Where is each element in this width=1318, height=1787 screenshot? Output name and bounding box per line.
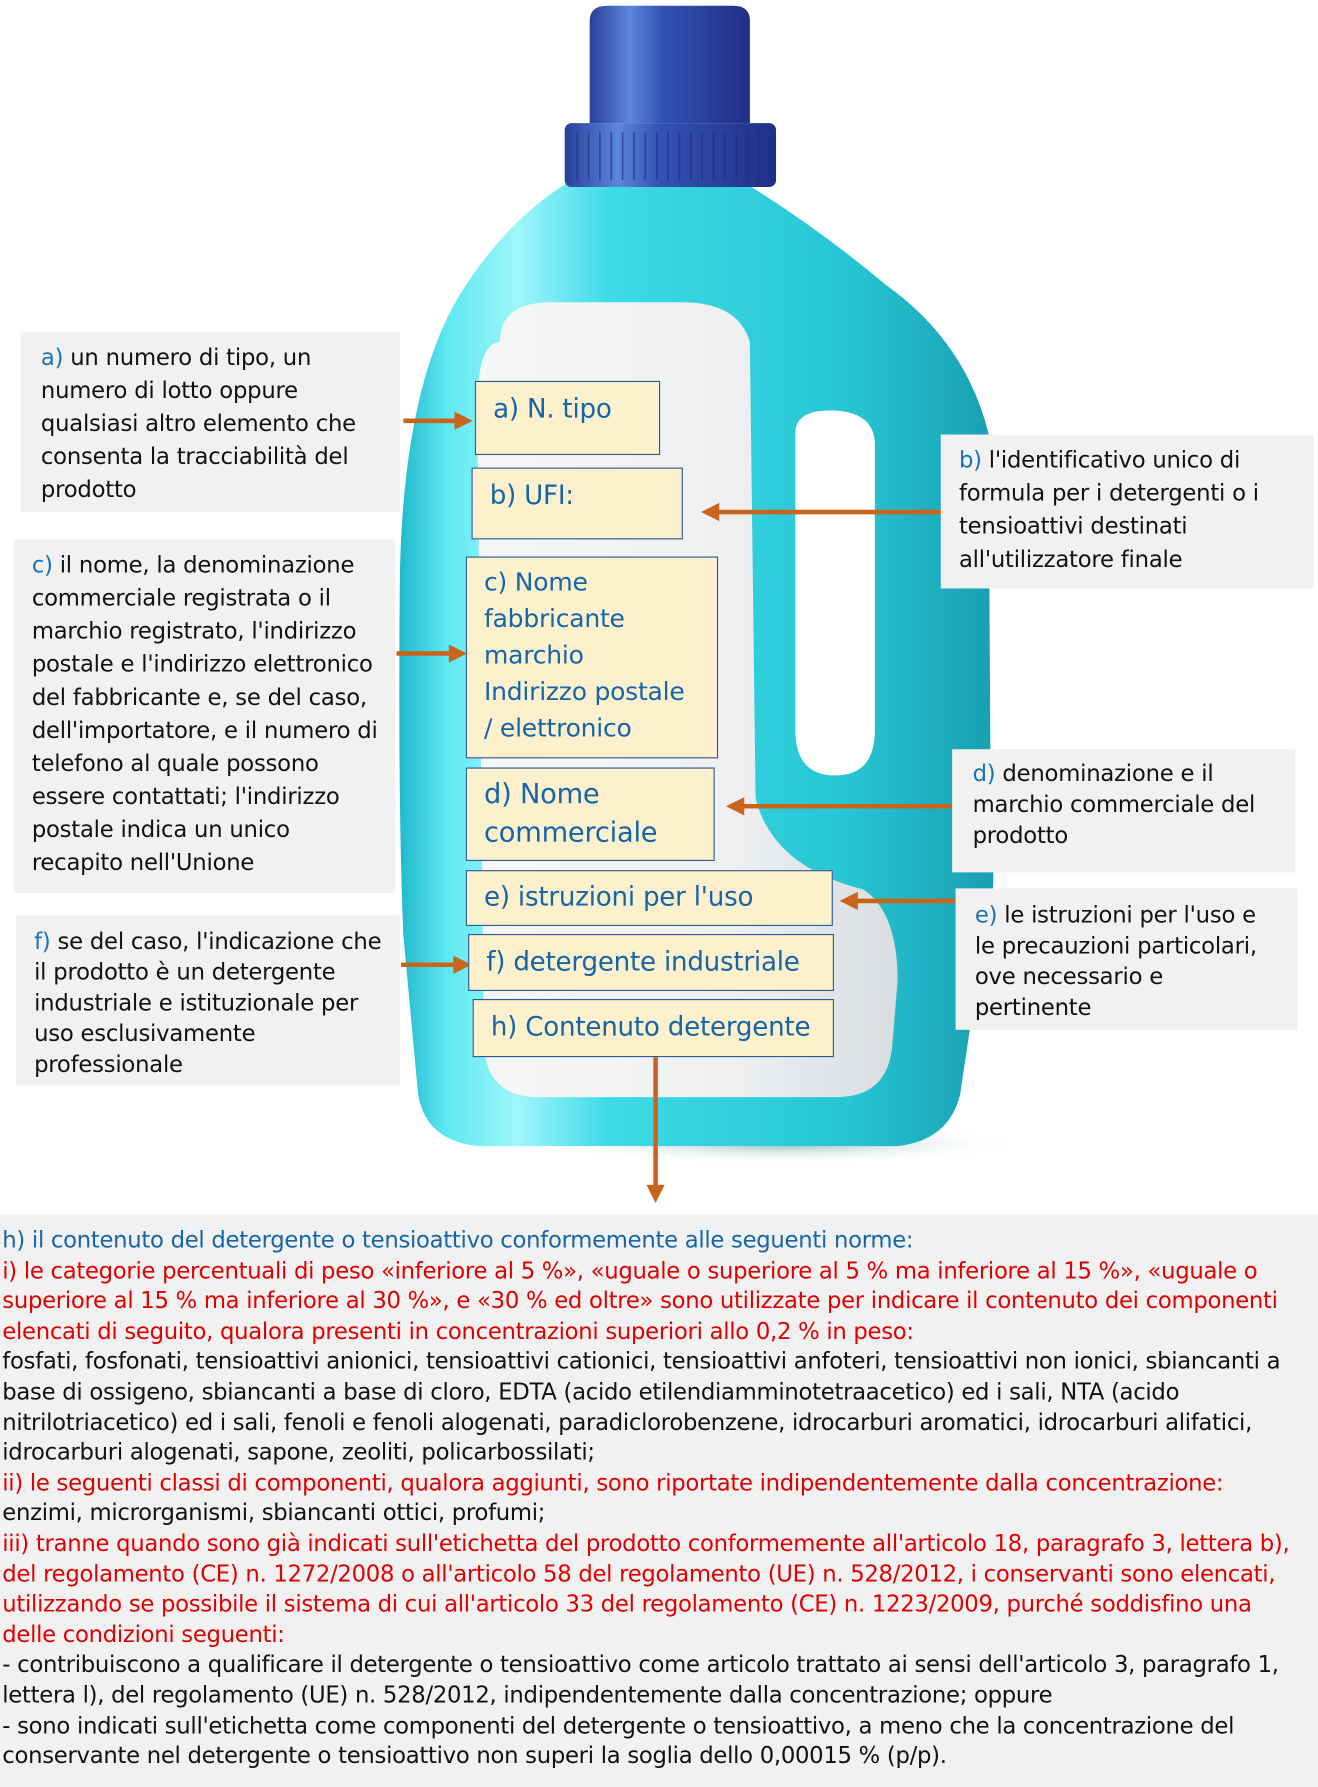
rule-iii-condition: - contribuiscono a qualificare il detergente o tensioattivo come articolo trattato ai sensi dell'articolo 3, paragrafo 1,	[2, 1650, 1279, 1678]
rule-iii-line: utilizzando se possibile il sistema di cui all'articolo 33 del regolamento (CE) n. 1223/2009, purché soddisfino una	[2, 1589, 1252, 1618]
bottle-label-f-industrial: f) detergente industriale	[468, 934, 834, 991]
note-f-industrial: f) se del caso, l'indicazione che il prodotto è un detergente industriale e istituzionale per uso esclusivamente professionale	[16, 915, 400, 1086]
rule-iii-line: del regolamento (CE) n. 1272/2008 o all'articolo 58 del regolamento (UE) n. 528/2012, i conservanti sono elencati,	[2, 1559, 1276, 1587]
rule-iii-condition: lettera l), del regolamento (UE) n. 528/2012, indipendentemente dalla concentrazione; oppure	[2, 1680, 1053, 1709]
bottle-label-d-trade-name: d) Nome commerciale	[466, 767, 715, 861]
bottle-label-b-ufi: b) UFI:	[472, 468, 683, 540]
note-b-ufi: b) l'identificativo unico di formula per i detergenti o i tensioattivi destinati all'utilizzatore finale	[941, 434, 1314, 588]
content-requirements-panel	[0, 1215, 1318, 1787]
rule-i-line: elencati di seguito, qualora presenti in concentrazioni superiori allo 0,2 % in peso:	[2, 1316, 914, 1345]
h-heading: h) il contenuto del detergente o tensioattivo conformemente alle seguenti norme:	[2, 1225, 914, 1254]
rule-iii-condition: conservante nel detergente o tensioattivo non superi la soglia dello 0,00015 % (p/p).	[2, 1741, 947, 1769]
bottle-label-a-type-number: a) N. tipo	[475, 381, 660, 455]
bottle-label-h-content: h) Contenuto detergente	[473, 999, 834, 1057]
rule-iii-line: delle condizioni seguenti:	[2, 1620, 285, 1648]
rule-i-line: superiore al 15 % ma inferiore al 30 %», e «30 % ed oltre» sono utilizzate per indicare il contenuto dei componenti	[2, 1286, 1278, 1314]
rule-i-line: i) le categorie percentuali di peso «inferiore al 5 %», «uguale o superiore al 5 % ma inferiore al 15 %», «uguale o	[2, 1256, 1258, 1284]
bottle-label-e-instructions: e) istruzioni per l'uso	[466, 870, 833, 926]
bottle-label-c-manufacturer: c) Nome fabbricante marchio Indirizzo postale / elettronico	[466, 557, 718, 759]
rule-iii-line: iii) tranne quando sono già indicati sull'etichetta del prodotto conformemente all'articolo 18, paragrafo 3, lettera b),	[2, 1529, 1290, 1557]
note-c-manufacturer: c) il nome, la denominazione commerciale registrata o il marchio registrato, l'indirizzo postale e l'indirizzo elettronico del fabbricante e, se del caso, dell'importatore, e il numero di telefono al quale possono essere contattati; l'indirizzo postale indica un unico recapito nell'Unione	[14, 539, 396, 893]
rule-i-list: idrocarburi alogenati, sapone, zeoliti, policarbossilati;	[2, 1438, 595, 1466]
note-d-trade-name: d) denominazione e il marchio commerciale del prodotto	[952, 749, 1295, 872]
rule-i-list: base di ossigeno, sbiancanti a base di cloro, EDTA (acido etilendiamminotetraacetico) ed i sali, NTA (acido	[2, 1377, 1180, 1405]
note-e-instructions: e) le istruzioni per l'uso e le precauzioni particolari, ove necessario e pertinente	[956, 888, 1298, 1029]
rule-i-list: fosfati, fosfonati, tensioattivi anionici, tensioattivi cationici, tensioattivi anfoteri, tensioattivi non ionici, sbiancanti a	[2, 1347, 1281, 1375]
rule-iii-condition: - sono indicati sull'etichetta come componenti del detergente o tensioattivo, a meno che la concentrazione del	[2, 1711, 1235, 1739]
note-a-type-number: a) un numero di tipo, un numero di lotto oppure qualsiasi altro elemento che consenta la tracciabilità del prodotto	[20, 332, 399, 512]
rule-ii-list: enzimi, microrganismi, sbiancanti ottici, profumi;	[2, 1498, 546, 1527]
rule-ii-line: ii) le seguenti classi di componenti, qualora aggiunti, sono riportate indipendentemente dalla concentrazione:	[2, 1468, 1224, 1496]
rule-i-list: nitrilotriacetico) ed i sali, fenoli e fenoli alogenati, paradiclorobenzene, idrocarburi aromatici, idrocarburi alifatici,	[2, 1407, 1253, 1436]
